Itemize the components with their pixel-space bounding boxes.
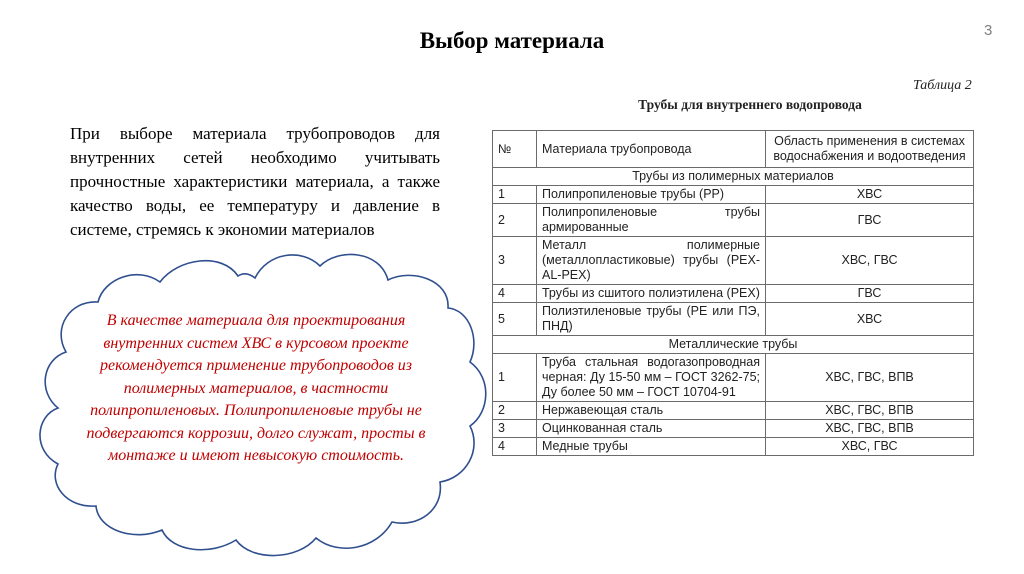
table-row (493, 354, 974, 402)
row-material: Трубы из сшитого полиэтилена (PEX) (537, 285, 766, 303)
row-num: 4 (493, 438, 537, 456)
intro-paragraph: При выборе материала трубопроводов для внутренних сетей необходимо учитывать прочностные характеристики материала, а также качество воды, ее температуру и давление в системе, стремясь к экономии материалов (70, 124, 440, 239)
section-metal-label: Металлические трубы (493, 336, 974, 354)
row-area: ХВС, ГВС, ВПВ (766, 420, 974, 438)
table-row (493, 237, 974, 285)
table-row (493, 204, 974, 237)
row-area: ХВС, ГВС, ВПВ (766, 354, 974, 402)
header-area: Область применения в системах водоснабжения и водоотведения (766, 131, 974, 168)
row-material: Труба стальная водогазопроводная черная: Ду 15-50 мм – ГОСТ 3262-75; Ду более 50 мм – ГОСТ 10704-91 (537, 354, 766, 402)
row-area: ХВС, ГВС (766, 438, 974, 456)
slide-title: Выбор материала (419, 28, 605, 53)
row-material: Металл полимерные (металлопластиковые) трубы (PEX-AL-PEX) (537, 237, 766, 285)
table-row (493, 285, 974, 303)
cloud-text: В качестве материала для проектирования внутренних систем ХВС в курсовом проекте рекомендуется применение трубопроводов из полимерных материалов, в частности полипропиленовых. Полипропиленовые трубы не подвергаются коррозии, долго служат, просты в монтаже и имеют невысокую стоимость. (86, 312, 426, 464)
table-row (493, 402, 974, 420)
row-area: ХВС (766, 303, 974, 336)
row-area: ГВС (766, 204, 974, 237)
table-heading: Трубы для внутреннего водопровода (638, 97, 862, 112)
table-caption: Таблица 2 (913, 78, 972, 93)
pipes-table (492, 130, 974, 456)
header-num: № (493, 131, 537, 168)
row-area: ГВС (766, 285, 974, 303)
row-material: Полипропиленовые трубы армированные (537, 204, 766, 237)
row-area: ХВС (766, 186, 974, 204)
section-row-polymer (493, 168, 974, 186)
row-num: 1 (493, 186, 537, 204)
row-num: 4 (493, 285, 537, 303)
table-row (493, 438, 974, 456)
row-num: 2 (493, 204, 537, 237)
row-num: 3 (493, 237, 537, 285)
row-material: Нержавеющая сталь (537, 402, 766, 420)
row-area: ХВС, ГВС, ВПВ (766, 402, 974, 420)
row-material: Полиэтиленовые трубы (PE или ПЭ, ПНД) (537, 303, 766, 336)
page-number: 3 (984, 22, 993, 39)
table-row (493, 303, 974, 336)
section-polymer-label: Трубы из полимерных материалов (493, 168, 974, 186)
row-num: 3 (493, 420, 537, 438)
row-num: 5 (493, 303, 537, 336)
row-num: 1 (493, 354, 537, 402)
header-material: Материала трубопровода (537, 131, 766, 168)
row-material: Оцинкованная сталь (537, 420, 766, 438)
section-row-metal (493, 336, 974, 354)
row-num: 2 (493, 402, 537, 420)
table-row (493, 186, 974, 204)
row-material: Медные трубы (537, 438, 766, 456)
row-material: Полипропиленовые трубы (PP) (537, 186, 766, 204)
table-header-row (493, 131, 974, 168)
row-area: ХВС, ГВС (766, 237, 974, 285)
table-row (493, 420, 974, 438)
